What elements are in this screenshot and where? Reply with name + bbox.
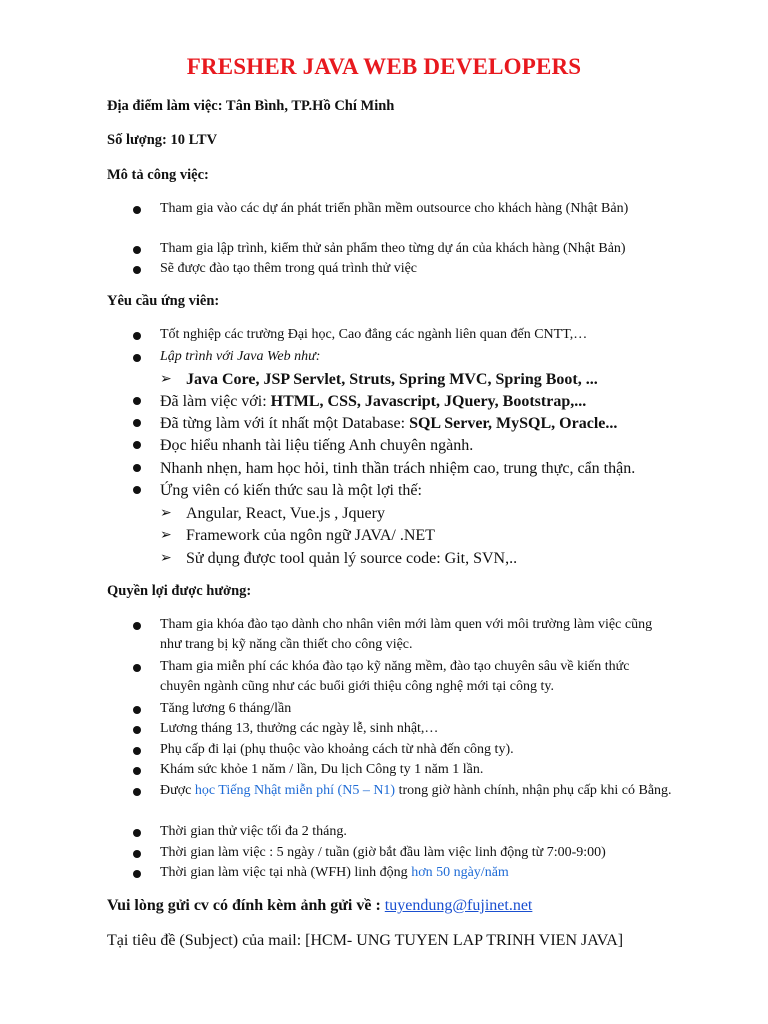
bullet-icon <box>133 206 141 214</box>
bullet-icon <box>133 788 141 796</box>
contact-line <box>107 897 532 915</box>
requirement-subitem: Framework của ngôn ngữ JAVA/ .NET <box>186 527 435 544</box>
requirement-subitem: Angular, React, Vue.js , Jquery <box>186 505 385 522</box>
benefit-item <box>160 863 680 883</box>
location-line: Địa điểm làm việc: Tân Bình, TP.Hồ Chí Minh <box>107 98 395 114</box>
bullet-icon <box>133 246 141 254</box>
benefit-item: Khám sức khỏe 1 năm / lần, Du lịch Công ty 1 năm 1 lần. <box>160 762 484 777</box>
description-item: Sẽ được đào tạo thêm trong quá trình thử việc <box>160 261 418 276</box>
quantity-line: Số lượng: 10 LTV <box>107 132 218 148</box>
arrow-bullet-icon: ➢ <box>160 528 172 543</box>
bullet-icon <box>133 767 141 775</box>
description-item: Tham gia lập trình, kiểm thử sản phẩm theo từng dự án của khách hàng (Nhật Bản) <box>160 241 626 256</box>
page-title: FRESHER JAVA WEB DEVELOPERS <box>186 54 582 79</box>
requirement-subitem: Sử dụng được tool quản lý source code: Git, SVN,.. <box>186 550 518 567</box>
bullet-icon <box>133 332 141 340</box>
requirement-item <box>160 413 680 434</box>
bullet-icon <box>133 829 141 837</box>
bullet-icon <box>133 354 141 362</box>
benefit-item: Tham gia khóa đào tạo dành cho nhân viên mới làm quen với môi trường làm việc cũng như trang bị kỹ năng cần thiết cho công việc. <box>160 617 653 652</box>
requirement-item: Ứng viên có kiến thức sau là một lợi thế: <box>160 482 422 499</box>
subject-line: Tại tiêu đề (Subject) của mail: [HCM- UNG TUYEN LAP TRINH VIEN JAVA] <box>107 932 624 949</box>
requirements-heading: Yêu cầu ứng viên: <box>107 293 220 309</box>
bullet-icon <box>133 726 141 734</box>
bullet-icon <box>133 397 141 405</box>
bullet-icon <box>133 870 141 878</box>
bullet-icon <box>133 419 141 427</box>
requirement-item <box>160 391 680 412</box>
arrow-bullet-icon: ➢ <box>160 506 172 521</box>
description-heading: Mô tả công việc: <box>107 167 209 183</box>
benefit-item: Phụ cấp đi lại (phụ thuộc vào khoảng cách từ nhà đến công ty). <box>160 742 514 757</box>
requirement-item-prefix: Đã từng làm với ít nhất một Database: <box>160 415 410 432</box>
bullet-icon <box>133 747 141 755</box>
benefit-item-prefix: Thời gian làm việc tại nhà (WFH) linh động <box>160 865 412 880</box>
description-item: Tham gia vào các dự án phát triển phần mềm outsource cho khách hàng (Nhật Bản) <box>160 201 629 216</box>
benefit-item: Lương tháng 13, thưởng các ngày lễ, sinh nhật,… <box>160 721 439 736</box>
benefit-item-prefix: Được <box>160 783 195 798</box>
benefit-item-suffix: trong giờ hành chính, nhận phụ cấp khi có Bằng. <box>395 783 672 798</box>
requirement-item-bold: HTML, CSS, Javascript, JQuery, Bootstrap,... <box>270 393 587 410</box>
requirement-subitem: Java Core, JSP Servlet, Struts, Spring MVC, Spring Boot, ... <box>186 371 598 388</box>
requirement-item: Tốt nghiệp các trường Đại học, Cao đẳng các ngành liên quan đến CNTT,… <box>160 327 588 342</box>
bullet-icon <box>133 266 141 274</box>
requirement-item: Đọc hiểu nhanh tài liệu tiếng Anh chuyên ngành. <box>160 437 474 454</box>
bullet-icon <box>133 706 141 714</box>
bullet-icon <box>133 622 141 630</box>
arrow-bullet-icon: ➢ <box>160 372 172 387</box>
bullet-icon <box>133 664 141 672</box>
bullet-icon <box>133 850 141 858</box>
benefit-item: Tăng lương 6 tháng/lần <box>160 701 292 716</box>
bullet-icon <box>133 486 141 494</box>
benefits-heading: Quyền lợi được hưởng: <box>107 583 252 599</box>
benefit-item-highlight: hơn 50 ngày/năm <box>411 865 509 880</box>
benefit-item: Tham gia miễn phí các khóa đào tạo kỹ năng mềm, đào tạo chuyên sâu về kiến thức chuyên ngành cũng như các buổi giới thiệu công nghệ mới tại công ty. <box>160 659 630 694</box>
bullet-icon <box>133 464 141 472</box>
requirement-item-bold: SQL Server, MySQL, Oracle... <box>409 415 618 432</box>
benefit-item: Thời gian thử việc tối đa 2 tháng. <box>160 824 347 839</box>
contact-email-link[interactable]: tuyendung@fujinet.net <box>384 897 533 914</box>
bullet-icon <box>133 441 141 449</box>
benefit-item-highlight: học Tiếng Nhật miễn phí (N5 – N1) <box>194 783 396 798</box>
contact-label: Vui lòng gửi cv có đính kèm ảnh gửi về : <box>107 897 385 914</box>
benefit-item: Thời gian làm việc : 5 ngày / tuần (giờ bắt đầu làm việc linh động từ 7:00-9:00) <box>160 845 606 860</box>
benefit-item <box>160 781 680 801</box>
requirement-item: Lập trình với Java Web như: <box>160 349 321 364</box>
requirement-item: Nhanh nhẹn, ham học hỏi, tinh thần trách nhiệm cao, trung thực, cẩn thận. <box>160 460 636 477</box>
arrow-bullet-icon: ➢ <box>160 551 172 566</box>
requirement-item-prefix: Đã làm việc với: <box>160 393 271 410</box>
